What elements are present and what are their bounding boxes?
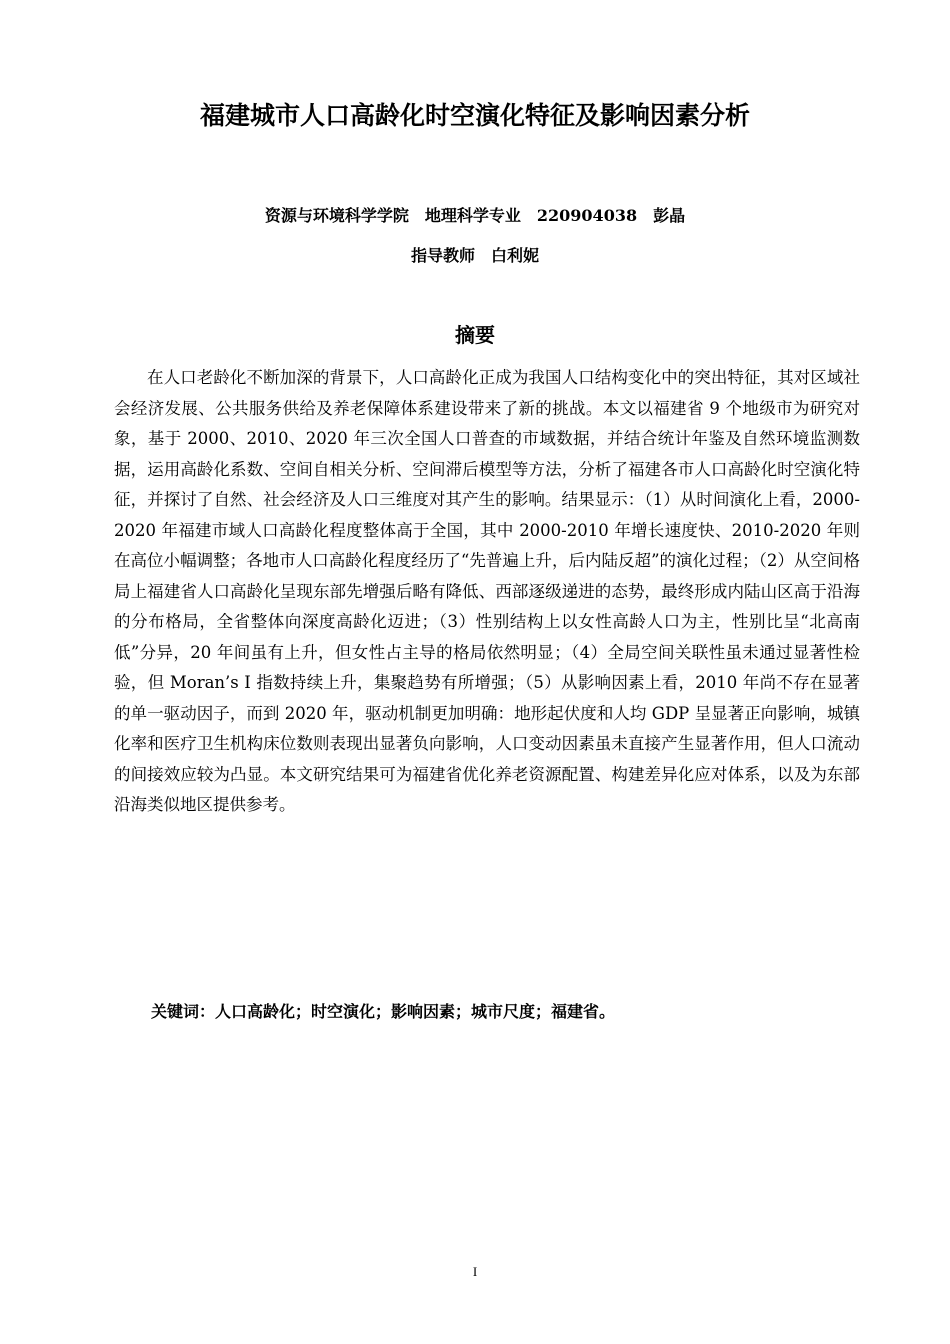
abstract-heading: 摘要 bbox=[455, 323, 495, 347]
abstract-body: 在人口老龄化不断加深的背景下，人口高龄化正成为我国人口结构变化中的突出特征，其对区域社会经济发展、公共服务供给及养老保障体系建设带来了新的挑战。本文以福建省 9 个地级市为研究对象，基于 2000、2010、2020 年三次全国人口普查的市域数据，并结合统计年鉴及自然环境监测数据，运用高龄化系数、空间自相关分析、空间滞后模型等方法，分析了福建各市人口高龄化时空演化特征，并探讨了自然、社会经济及人口三维度对其产生的影响。结果显示：（1）从时间演化上看，2000-2020 年福建市域人口高龄化程度整体高于全国，其中 2000-2010 年增长速度快、2010-2020 年则在高位小幅调整；各地市人口高龄化程度经历了“先普遍上升，后内陆反超”的演化过程；（2）从空间格局上福建省人口高龄化呈现东部先增强后略有降低、西部逐级递进的态势，最终形成内陆山区高于沿海的分布格局，全省整体向深度高龄化迈进；（3）性别结构上以女性高龄人口为主，性别比呈“北高南低”分异，20 年间虽有上升，但女性占主导的格局依然明显；（4）全局空间关联性虽未通过显著性检验，但 Moran’s I 指数持续上升，集聚趋势有所增强；（5）从影响因素上看，2010 年尚不存在显著的单一驱动因子，而到 2020 年，驱动机制更加明确：地形起伏度和人均 GDP 呈显著正向影响，城镇化率和医疗卫生机构床位数则表现出显著负向影响，人口变动因素虽未直接产生显著作用，但人口流动的间接效应较为凸显。本文研究结果可为福建省优化养老资源配置、构建差异化应对体系，以及为东部沿海类似地区提供参考。 bbox=[114, 368, 860, 814]
page-number: I bbox=[472, 1264, 478, 1279]
author-info: 资源与环境科学学院 地理科学专业 220904038 彭晶 bbox=[264, 206, 686, 225]
advisor-info: 指导教师 白利妮 bbox=[410, 246, 539, 265]
paper-title: 福建城市人口高龄化时空演化特征及影响因素分析 bbox=[199, 101, 750, 130]
keywords: 关键词：人口高龄化；时空演化；影响因素；城市尺度；福建省。 bbox=[151, 1002, 616, 1021]
